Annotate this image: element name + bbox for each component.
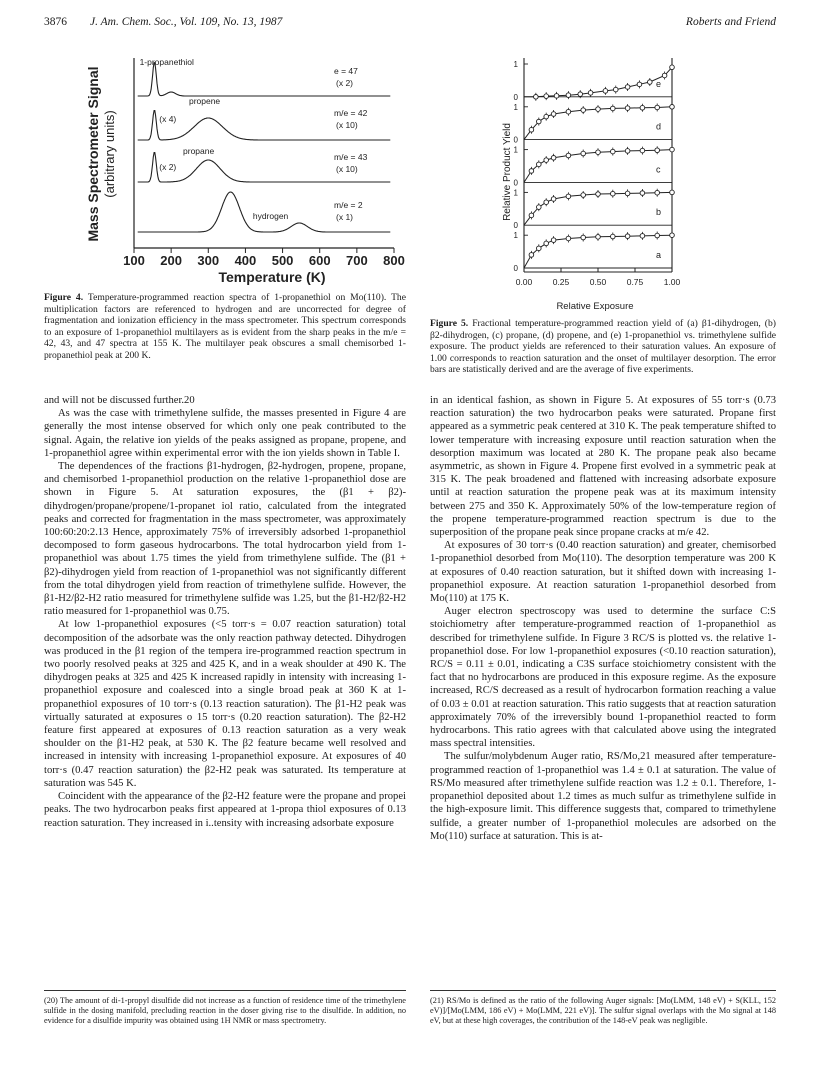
data-point [625,149,630,154]
data-point [625,85,630,90]
data-point [534,95,539,100]
trace-label: propane [183,146,215,156]
mass-label: e = 47 [334,66,358,76]
x-tick-label: 500 [271,253,294,268]
data-point [640,148,645,153]
data-point [648,80,653,85]
data-point [529,253,534,258]
paragraph: As was the case with trimethylene sulfide, the masses presented in Figure 4 are generally the most intense observed for which only one peak contributed to the signal. Again, the relative ion yields of the peaks assigned as propane, propene, and 1-propanethiol agree within experimental error with the ion yields shown in Table I. [44,408,406,459]
data-point [670,190,675,195]
panel-label: d [656,121,662,132]
data-point [537,246,542,251]
fig4-ylabel-1: Mass Spectrometer Signal [85,66,101,242]
footnote-21: (21) RS/Mo is defined as the ratio of the following Auger signals: [Mo(LMM, 148 eV) + S(KLL, 152 eV)]/[Mo(LMM, 186 eV) + Mo(LMM, 221 eV)]. The sulfur signal overlaps with the Mo signal at 148 eV, but at these high coverages, the contribution of the 148-eV peak was negligible. [430,996,776,1026]
figure-4-plot [123,57,405,268]
footnote-20: (20) The amount of di-1-propyl disulfide did not increase as a function of residence time of the trimethylene sulfide in the dosing manifold, precluding reaction in the doser giving rise to the disulfide. In addition, no evidence for a disulfide impurity was obtained using 1H NMR or mass spectrometry. [44,996,406,1026]
y-tick-label: 1 [513,60,518,69]
fig5-caption-text: Fractional temperature-programmed reaction yield of (a) β1-dihydrogen, (b) β2-dihydrogen, (c) propane, (d) propene, and (e) 1-propanethiol vs. trimethylene sulfide exposure. The product yields are referenced to their saturation values. An exposure of 1.00 corresponds to reaction saturation and the onset of multilayer desorption. The error bars are statistically derived and are the average of five experiments. [430,318,776,376]
data-point [529,169,534,174]
fig5-xlabel: Relative Exposure [556,301,634,312]
data-point [588,91,593,96]
x-tick-label: 800 [383,253,405,268]
data-point [554,94,559,99]
y-tick-label: 1 [513,231,518,241]
data-point [637,82,642,87]
data-point [670,105,675,110]
panel-label: a [656,250,662,260]
data-point [544,158,549,163]
multiplier-label: (x 2) [336,78,353,88]
fig4-xlabel: Temperature (K) [218,269,326,285]
fig4-caption-label: Figure 4. [44,292,84,303]
data-point [544,241,549,246]
data-point [551,238,556,243]
figure-5-plot [514,58,681,287]
fig5-ylabel: Relative Product Yield [502,123,513,221]
y-tick-label: 0 [513,135,518,145]
inset-multiplier: (x 4) [159,114,177,124]
data-point [655,148,660,153]
data-point [596,107,601,112]
data-point [544,114,549,119]
y-tick-label: 0 [513,264,518,273]
multiplier-label: (x 10) [336,120,358,130]
data-point [537,205,542,210]
x-tick-label: 0.75 [626,277,644,287]
mass-label: m/e = 43 [334,152,368,162]
data-point [625,191,630,196]
x-tick-label: 100 [123,253,145,268]
data-point [603,89,608,94]
x-tick-label: 700 [346,253,368,268]
x-tick-label: 300 [197,253,220,268]
y-tick-label: 0 [513,178,518,188]
data-point [581,108,586,113]
panel-label: b [656,207,662,218]
fig5-caption-label: Figure 5. [430,318,469,329]
y-tick-label: 1 [513,102,518,112]
y-tick-label: 1 [513,188,518,198]
x-tick-label: 600 [308,253,331,268]
trace-label: propene [188,96,221,106]
y-tick-label: 0 [513,92,518,102]
figure-5-caption [430,318,776,376]
multiplier-label: (x 10) [336,164,358,174]
footnote-rule-left [44,990,406,991]
data-point [551,156,556,161]
x-tick-label: 0.50 [589,277,607,287]
figure-4-chart [82,52,405,285]
paragraph: and will not be discussed further.20 [44,395,195,406]
paragraph: At low 1-propanethiol exposures (<5 torr·s = 0.07 reaction saturation) total decomposition of the adsorbate was the only reaction pathway detected. Dihydrogen was produced in the β1 region of the tempera ire-programmed reaction spectrum in two poorly resolved peaks at 325 and 425 K, and in a weak shoulder at 490 K. The dihydrogen peaks at 325 and 425 K increased rapidly in intensity with increasing 1-propanethiol exposure and coalesced into a single broad peak at 360 K at 1-propanethiol exposures of 10 torr·s (0.13 reaction saturation). The β1-H2 peak was virtually saturated at exposures o 15 torr·s (0.20 reaction saturation). The β2-H2 feature first appeared at exposures of 0.13 reaction saturation as a very weak shoulder on the β1-H2 peak, at 530 K. The β2 feature became well resolved and increased in intensity with increasing 1-propanethiol exposure. At exposures of 40 torr·s (0.47 reaction saturation) the β2-H2 peak was saturated. Its temperature at saturation was 545 K. [44,619,406,789]
data-point [640,191,645,196]
x-tick-label: 0.00 [515,277,533,287]
trace-label: 1-propanethiol [139,57,194,67]
data-point [655,233,660,238]
page-number: 3876 [44,16,67,28]
inset-multiplier: (x 2) [159,162,177,172]
footnote-rule-right [430,990,776,991]
data-point [611,149,616,154]
paragraph: in an identical fashion, as shown in Figure 5. At exposures of 55 torr·s (0.73 reaction saturation) the two hydrocarbon peaks were saturated. Propane first appeared as a symmetric peak centered at 310 K. The peak temperature shifted to lower temperature with increasing exposure until reaction saturation when the desorption maximum was located at 280 K. The propane peak also became asymmetric, as shown in Figure 4. Propene first evolved in a symmetric peak at 315 K. The peak broadened and flattened with increasing adsorbate exposure until at reaction saturation the propene peak was at its maximum intensity between 275 and 350 K. Approximately 50% of the low-temperature region of the propene temperature-programmed reaction spectrum is due to the superposition of the propane peak since propane cracks at m/e 42. [430,395,776,539]
data-point [662,73,667,78]
data-point [566,236,571,241]
data-point [581,193,586,198]
paragraph: The sulfur/molybdenum Auger ratio, RS/Mo,21 measured after temperature-programmed reaction of 1-propanethiol was 1.4 ± 0.1 at saturation. The value of RS/Mo measured after trimethylene sulfide reaction was 1.2 ± 0.1. Therefore, 1-propanethiol deposited about 1.2 times as much sulfur as trimethylene sulfide in the high-exposure limit. This difference suggests that, compared to trimethylene sulfide, a greater number of 1-propanethiol molecules are adsorbed on the Mo(110) surface at saturation. This is at- [430,751,776,842]
data-point [670,233,675,238]
data-point [596,192,601,197]
x-tick-label: 0.25 [552,277,570,287]
mass-label: m/e = 42 [334,108,368,118]
data-point [625,234,630,239]
journal-citation: J. Am. Chem. Soc., Vol. 109, No. 13, 1987 [90,16,283,28]
data-point [596,235,601,240]
data-point [529,127,534,132]
multiplier-label: (x 1) [336,212,353,222]
figure-5-chart [496,52,696,314]
data-point [640,234,645,239]
data-point [670,65,675,70]
data-point [670,147,675,152]
data-point [544,200,549,205]
data-point [640,105,645,110]
data-point [566,194,571,199]
panel-label: e [656,78,662,89]
data-point [566,109,571,114]
data-point [611,234,616,239]
fig4-caption-text: Temperature-programmed reaction spectra of 1-propanethiol on Mo(110). The multiplication factors are referenced to hydrogen and are uncorrected for degree of fragmentation and ionization efficiency in the mass spectrometer. This spectrum corresponds to an exposure of 1-propanethiol multilayers as is evident from the sharp peaks in the m/e = 42, 43, and 47 spectra at 155 K. The multilayer peak obscures a small chemisorbed 1-propanethiol peak at 200 K. [44,292,406,361]
right-column [430,394,776,843]
y-tick-label: 0 [513,221,518,231]
x-tick-label: 400 [234,253,257,268]
data-point [613,87,618,92]
paragraph: Coincident with the appearance of the β2-H2 feature were the propane and propei peaks. The two hydrocarbon peaks first appeared at 1-propa thiol exposures of 0.13 reaction saturation. They increased in i..tensity with increasing adsorbate exposure [44,791,406,829]
data-point [529,213,534,218]
paragraph: At exposures of 30 torr·s (0.40 reaction saturation) and greater, chemisorbed 1-propanethiol desorbed from Mo(110). The desorption temperature was 200 K at exposures of 0.40 reaction saturation, but it shifted down with increasing 1-propanethiol exposure. At reaction saturation 1-propanethiol desorbed from Mo(110) at 175 K. [430,540,776,605]
data-point [611,191,616,196]
y-tick-label: 1 [513,145,518,155]
x-tick-label: 200 [160,253,182,268]
figure-4-caption [44,292,406,362]
paragraph: Auger electron spectroscopy was used to determine the surface C:S stoichiometry after temperature-programmed reaction of 1-propanethiol as described for trimethylene sulfide. In Figure 3 RC/S is plotted vs. the relative 1-propanethiol dose. For low 1-propanethiol exposures (<0.10 reaction saturation), RC/S = 0.11 ± 0.01, indicating a C3S surface stoichiometry consistent with the fact that no hydrocarbons are produced in this exposure regime. As the exposure increased, RC/S decreased as a result of hydrocarbon formation reaching a value of 0.03 ± 0.01 at reaction saturation. This ratio suggests that at reaction saturation approximately 70% of the irreversibly bound 1-propanethiol reacted to form hydrocarbons. This ratio agrees with that calculated above using the integrated mass spectral intensities. [430,606,776,750]
running-authors: Roberts and Friend [685,16,776,28]
data-point [537,162,542,167]
data-point [566,93,571,98]
trace-label: hydrogen [252,211,289,221]
data-point [581,235,586,240]
data-point [596,150,601,155]
data-point [655,190,660,195]
mass-label: m/e = 2 [334,200,363,210]
data-point [581,151,586,156]
data-point [544,94,549,99]
paragraph: The dependences of the fractions β1-hydrogen, β2-hydrogen, propene, propane, and chemisorbed 1-propanethiol production on the relative 1-propanethiol dose are shown in Figure 5. At saturation exposures, the (β1 + β2)-dihydrogen/propane/propene/1-propanet iol ratio, calculated from the integrated peaks and corrected for fragmentation in the mass spectrometer, was approximately 100:60:20:2.13 Hence, approximately 75% of irreversibly adsorbed 1-propanethiol decomposed to form gaseous hydrocarbons. The total hydrocarbon yield from 1-propanethiol was about 1.75 times the yield from trimethylene sulfide. The (β1 + β2)-dihydrogen yield from reaction of 1-propanethiol was not significantly different from the total dihydrogen yield from reaction of trimethylene sulfide. However, the β1-H2/β2-H2 ratio measured for trimethylene sulfide was 1.25, but the β1-H2/β2-H2 ratio measured for 1-propanethiol was 0.75. [44,461,406,618]
fig4-ylabel-2: (arbitrary units) [102,110,117,198]
data-point [537,119,542,124]
data-point [611,106,616,111]
panel-label: c [656,164,661,175]
left-column [44,394,406,830]
data-point [566,153,571,158]
data-point [578,92,583,97]
data-point [655,105,660,110]
x-tick-label: 1.00 [663,277,681,287]
data-point [551,112,556,117]
data-point [625,106,630,111]
data-point [551,197,556,202]
